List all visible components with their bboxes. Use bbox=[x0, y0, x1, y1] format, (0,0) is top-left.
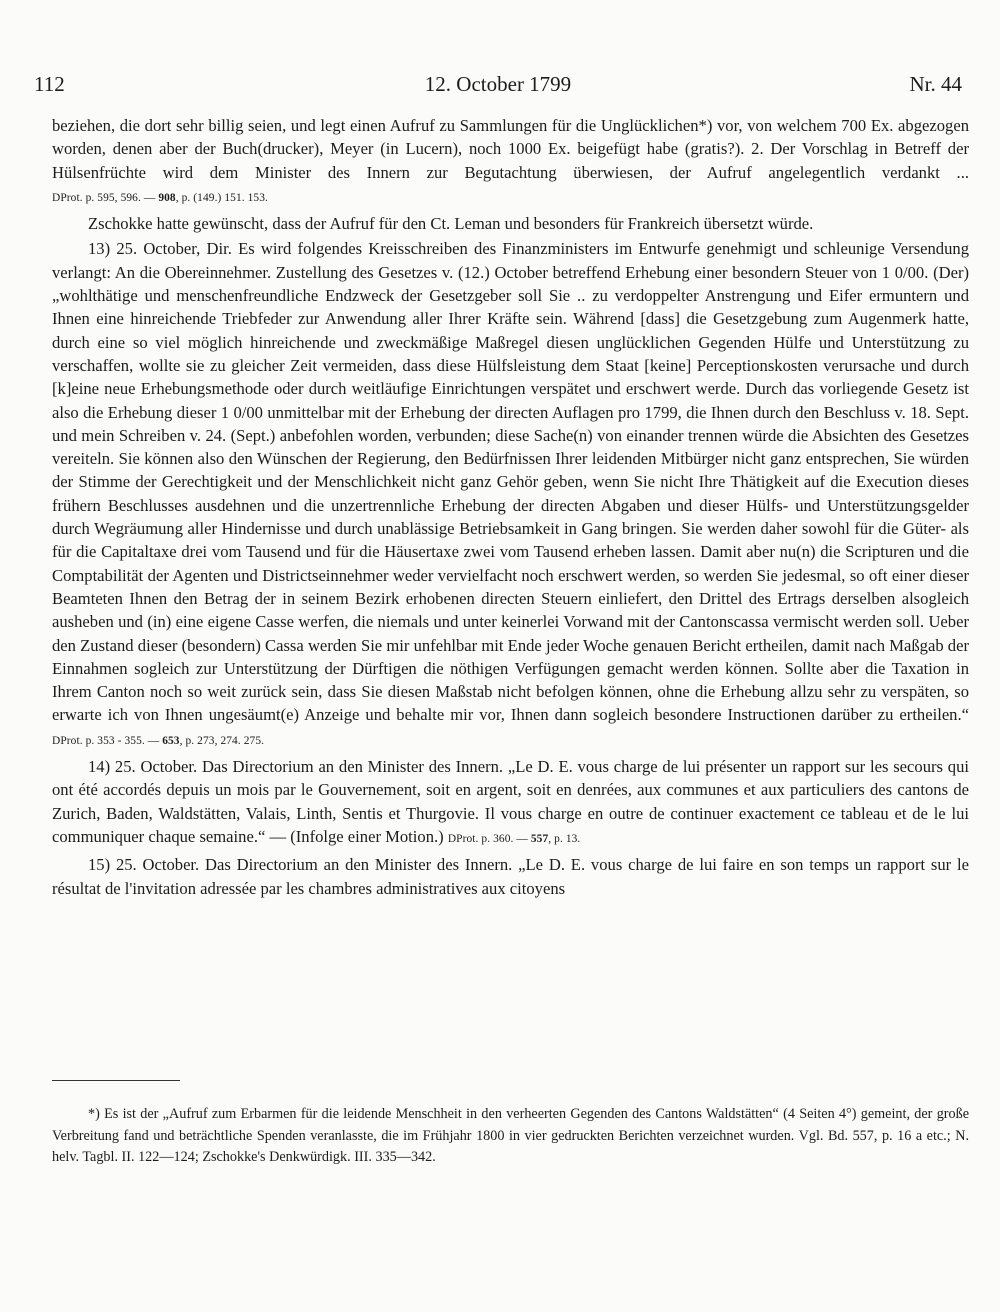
paragraph-2-text: Zschokke hatte gewünscht, dass der Aufruf für den Ct. Leman und besonders für Frankreich übersetzt würde. bbox=[88, 214, 814, 234]
source-reference-1: DProt. p. 595, 596. — 908, p. (149.) 151. 153. bbox=[52, 191, 268, 204]
main-text bbox=[52, 114, 969, 900]
paragraph-5 bbox=[52, 853, 969, 900]
paragraph-1-text: beziehen, die dort sehr billig seien, und legt einen Aufruf zu Sammlungen für die Unglücklichen*) vor, von welchem 700 Ex. abgezogen worden, denen aber der Buch(drucker), Meyer (in Lucern), noch 1000 Ex. beigefügt habe (gratis?). 2. Der Vorschlag in Betreff der Hülsenfrüchte wird dem Minister des Innern zur Begutachtung überwiesen, der Aufruf angelegentlich verdankt ... bbox=[52, 116, 969, 182]
paragraph-3 bbox=[52, 237, 969, 753]
page-number: 112 bbox=[34, 72, 65, 96]
paragraph-3-text: 13) 25. October, Dir. Es wird folgendes Kreisschreiben des Finanzministers im Entwurfe genehmigt und schleunige Versendung verlangt: An die Obereinnehmer. Zustellung des Gesetzes v. (12.) October betreffend Erhebung einer besondern Steuer von 1 0/00. (Der) „wohlthätige und menschenfreundliche Endzweck der Gesetzgeber soll Sie .. zu verdoppelter Anstrengung und Eifer ermuntern und Ihnen eine hinreichende Triebfeder zur Anwendung aller Ihrer Kräfte sein. Während [dass] die Gesetzgebung zum Augenmerk hatte, durch eine so viel möglich hinreichende und zweckmäßige Maßregel diesen unglücklichen Gegenden Hülfe und Unterstützung zu verschaffen, wollte sie zu gleicher Zeit vermeiden, dass diese Hülfsleistung dem Staat [keine] Perceptionskosten verursache und durch [k]eine neue Erhebungsmethode oder durch weitläufige Einrichtungen verspätet und erschwert werde. Durch das vorliegende Gesetz ist also die Erhebung dieser 1 0/00 unmittelbar mit der Erhebung der directen Auflagen pro 1799, die Ihnen durch den Beschluss v. 18. Sept. und mein Schreiben v. 24. (Sept.) anbefohlen worden, verbunden; diese Sache(n) von einander trennen würde die Absichten des Gesetzes vereiteln. Sie können also den Wünschen der Regierung, den Bedürfnissen Ihrer leidenden Mitbürger nicht ganz entsprechen, Sie würden der Stimme der Gerechtigkeit und der Menschlichkeit nicht ganz Gehör geben, wenn Sie nicht Ihre Thätigkeit auf die Execution dieses frühern Beschlusses ausdehnen und die unzertrennliche Erhebung der directen Abgaben und dieser Hülfs- und Unterstützungsgelder durch Wegräumung aller Hindernisse und durch unablässige Betriebsamkeit in Gang bringen. Sie werden daher sowohl für die Güter- als für die Capitaltaxe drei vom Tausend und für die Häusertaxe zwei vom Tausend erheben lassen. Damit aber nu(n) die Scripturen und die Comptabilität der Agenten und Districtseinnehmer weder vervielfacht noch erschwert werden, so werden Sie jedesmal, so oft einer dieser Beamteten Ihnen den Betrag der in seinem Bezirk erhobenen directen Steuern einliefert, den Drittel des Ertrags derselben alsogleich ausheben und (in) eine eigene Casse werfen, die niemals und unter keinerlei Vorwand mit der Cantonscassa vermischt werden soll. Ueber den Zustand dieser (besondern) Cassa werden Sie mir unfehlbar mit Ende jeder Woche genauen Bericht ertheilen, damit nach Maßgab der Einnahmen sogleich zur Unterstützung der Dürftigen die nöthigen Verfügungen gemacht werden können. Sollte aber die Taxation in Ihrem Canton noch so weit zurück sein, dass Sie diesen Maßstab nicht befolgen können, ohne die Erhebung allzu sehr zu verspäten, so erwarte ich von Ihnen ungesäumt(e) Anzeige und behalte mir vor, Ihnen dann sogleich besondere Instructionen darüber zu ertheilen.“ bbox=[52, 239, 969, 725]
document-number: Nr. 44 bbox=[909, 72, 962, 96]
paragraph-4 bbox=[52, 755, 969, 851]
running-head-date: 12. October 1799 bbox=[424, 72, 572, 96]
footnote-separator bbox=[52, 1080, 180, 1081]
paragraph-1 bbox=[52, 114, 969, 210]
paragraph-5-text: 15) 25. October. Das Directorium an den Minister des Innern. „Le D. E. vous charge de lui faire en son temps un rapport sur le résultat de l'invitation adressée par les chambres administratives aux citoyens bbox=[52, 855, 969, 898]
source-reference-3: DProt. p. 353 - 355. — 653, p. 273, 274. 275. bbox=[52, 734, 265, 747]
page-header bbox=[34, 72, 962, 106]
paragraph-2 bbox=[52, 212, 969, 235]
paragraph-4-text: 14) 25. October. Das Directorium an den Minister des Innern. „Le D. E. vous charge de lui présenter un rapport sur les secours qui ont été accordés depuis un mois par le Gouvernement, soit en argent, soit en denrées, aux communes et aux particuliers des cantons de Zurich, Baden, Waldstätten, Valais, Linth, Sentis et Thurgovie. Il vous charge en outre de continuer exactement ce tableau et de le lui communiquer chaque semaine.“ — (Infolge einer Motion.) bbox=[52, 757, 969, 846]
footnote-text: *) Es ist der „Aufruf zum Erbarmen für die leidende Menschheit in den verheerten Gegenden des Cantons Waldstätten“ (4 Seiten 4°) gemeint, der große Verbreitung fand und beträchtliche Spenden veranlasste, die im Frühjahr 1800 in vier gedruckten Berichten verzeichnet wurden. Vgl. Bd. 557, p. 16 a etc.; N. helv. Tagbl. II. 122—124; Zschokke's Denkwürdigk. III. 335—342. bbox=[52, 1106, 969, 1165]
footnote bbox=[52, 1104, 969, 1169]
source-reference-4: DProt. p. 360. — 557, p. 13. bbox=[447, 832, 581, 845]
